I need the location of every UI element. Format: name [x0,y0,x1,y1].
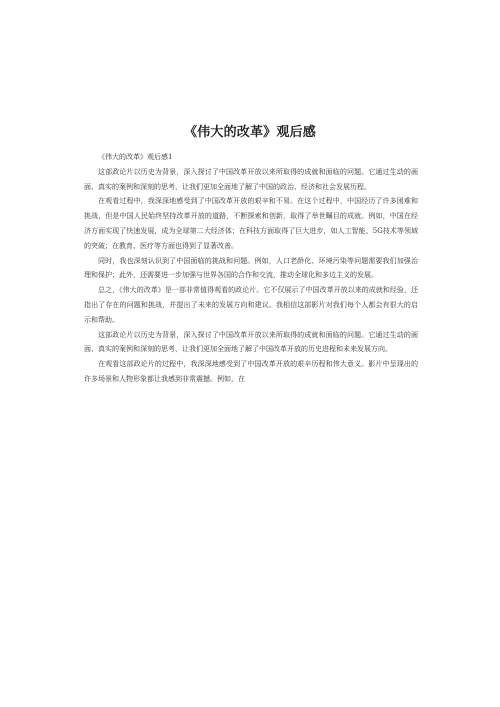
paragraph: 这部政论片以历史为背景，深入探讨了中国改革开放以来所取得的成就和面临的问题。它通过生动的画面、真实的案例和深刻的思考，让我们更加全面地了解了中国的政治、经济和社会发展历程。 [84,167,418,191]
document-title: 《伟大的改革》观后感 [183,125,316,140]
paragraph: 同时，我也深刻认识到了中国面临的挑战和问题。例如，人口老龄化、环境污染等问题需要我们加强治理和保护；此外，还需要进一步加强与世界各国的合作和交流，推动全球化和多边主义的发展。 [84,256,418,280]
document-body [84,150,418,387]
paragraph: 在观看这部政论片的过程中，我深深地感受到了中国改革开放的艰辛历程和伟大意义。影片中呈现出的许多场景和人物形象都让我感到非常震撼。例如，在 [84,360,418,383]
paragraph: 在观看过程中，我深深地感受到了中国改革开放的艰辛和不易。在这个过程中，中国经历了许多困难和挑战，但是中国人民始终坚持改革开放的道路，不断探索和创新，取得了举世瞩目的成就。例如，中国在经济方面实现了快速发展，成为全球第二大经济体；在科技方面取得了巨大进步，如人工智能、5G技术等领域的突破；在教育、医疗等方面也得到了显著改善。 [84,197,418,250]
paragraph: 这部政论片以历史为背景，深入探讨了中国改革开放以来所取得的成就和面临的问题。它通过生动的画面、真实的案例和深刻的思考，让我们更加全面地了解了中国改革开放的历史进程和未来发展方向。 [84,330,418,354]
document-subtitle: 《伟大的改革》观后感1 [98,153,173,161]
paragraph: 总之，《伟大的改革》是一部非常值得观看的政论片。它不仅展示了中国改革开放以来的成就和经验，还指出了存在的问题和挑战，并提出了未来的发展方向和建议。我相信这部影片对我们每个人都会有很大的启示和帮助。 [84,286,418,324]
